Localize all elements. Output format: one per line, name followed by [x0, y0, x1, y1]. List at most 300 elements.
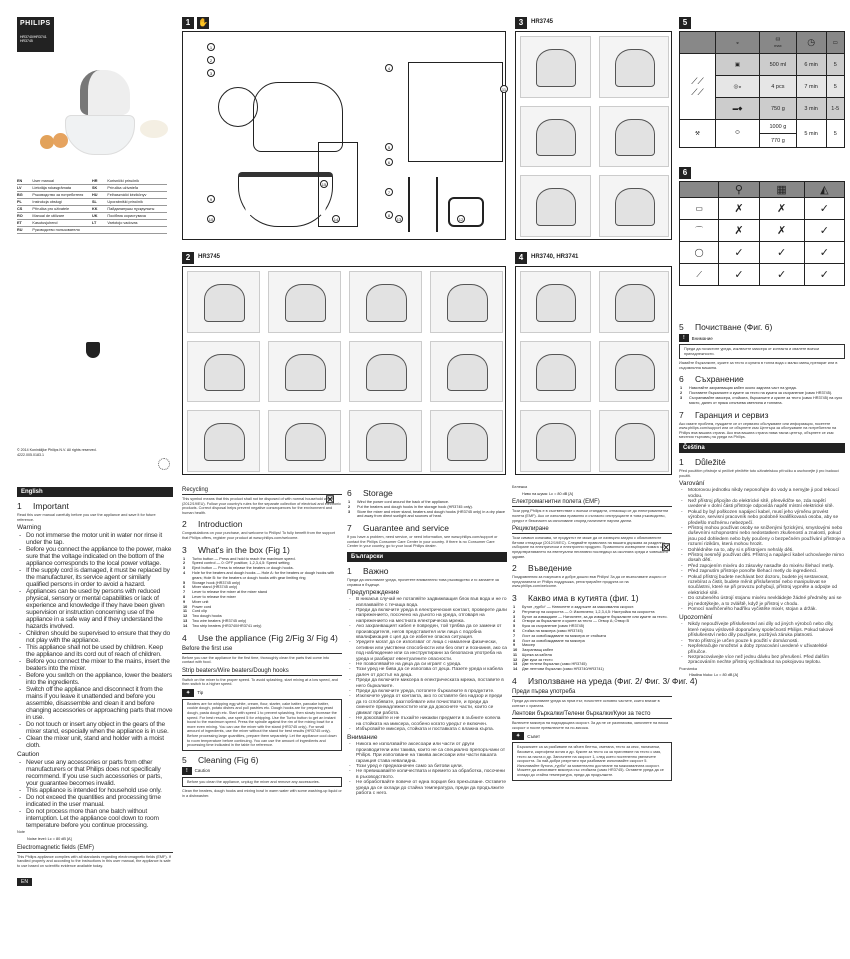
item-number: 2 — [183, 561, 186, 566]
step-illustration — [599, 410, 670, 472]
section-number: 2 — [512, 563, 517, 574]
paragraph: Измийте бъркалките, куките за тесто и купата в топла вода с малко миещ препарат или в съдомиялна машина. — [679, 361, 838, 370]
figure-4-number: 4 — [515, 252, 527, 264]
language-code: RO — [17, 213, 32, 220]
step-illustration — [349, 271, 422, 333]
bullet-item: - Преди да включите уреда, потопете бъркалките в продуктите. — [356, 689, 507, 694]
cleaning-mark: ✓ — [759, 242, 804, 264]
section-title: Почистване (Фиг. 6) — [695, 322, 773, 332]
item-number: 1 — [348, 500, 351, 504]
section-number: 3 — [512, 592, 517, 603]
beaters-icon: ⟋⟋ ⟋⟋ — [680, 54, 716, 120]
cleaning-mark: ✗ — [759, 198, 804, 220]
philips-logo: PHILIPS HR3740/HR3741 HR3745 — [17, 17, 54, 52]
figure-1-number: 1 — [182, 17, 194, 29]
section-heading — [512, 563, 672, 573]
step-illustration — [599, 271, 670, 333]
bullet-item: - Do not immerse the motor unit in water nor rinse it under the tap. — [26, 532, 173, 546]
section-number: 1 — [347, 565, 352, 576]
item-text: Поставете бъркалките и куките за тесто на куката за съхранение (само HR3745). — [689, 391, 833, 396]
cover: PHILIPS HR3740/HR3741 HR3745 EN User manual HR Korisnički priručnik LV Lietotāja rokasgrāmata SK Príručka užívateľa BG Ръководство за потребителя HU Felhasználói kézikönyv PL Instrukcja obsługi SL Uporabniški priročnik CS Příručka pro uživatele KK Пайдаланушы нұсқаулығы RO Manual de utilizare UK Посібник користувача ET Kasutusjuhend LT Vartotojo vadovas RU Руководство пользователя © 2014 Koninklijke Philips N.V. All rights reserved. 4222.005.0183.1 — [0, 0, 176, 480]
bullet-item: - Switch off the appliance and disconnect it from the mains if you leave it unattended and before you assemble, disassemble and clean it and before changing accessories or approaching parts that move in use. — [26, 686, 173, 721]
section-number: 6 — [347, 488, 352, 498]
figure-4-box — [515, 266, 672, 475]
callout-number: 4 — [385, 64, 393, 72]
bullet-item: - Tento přístroj je určen pouze k použití v domácnosti. — [688, 639, 845, 644]
subsection-heading: Strip beaters/Wire beaters/Dough hooks — [182, 668, 342, 676]
bullet-item: - Nezpracovávejte více než jednu dávku bez přerušení. Před dalším zpracováním nechte přístroj vychladnout na pokojovou teplotu. — [688, 655, 845, 666]
section-number: 3 — [182, 544, 187, 555]
bullet-item: - Този уред не бива да се използва от деца. Пазете уреда и кабела далеч от достъп на деца. — [356, 667, 507, 678]
section-number: 7 — [347, 523, 352, 534]
bullet-item: - Този уред е предназначен само за битови цели. — [356, 764, 507, 769]
subheading: Upozornění — [679, 614, 713, 622]
language-name: Príručka užívateľa — [107, 185, 167, 192]
accessory-icon: ⟋ — [680, 264, 719, 286]
section-heading — [182, 633, 342, 643]
step-illustration — [349, 410, 422, 472]
item-number: 5 — [183, 580, 186, 585]
step-illustration — [520, 36, 591, 98]
bullet-item: - Children should be supervised to ensure that they do not play with the appliance. — [26, 630, 173, 644]
section-number: 6 — [679, 374, 684, 385]
bullet-item: - Před zapnutím přístroje ponořte šlehací metly do ingrediencí. — [688, 569, 845, 574]
cleaning-mark: ✓ — [719, 264, 759, 286]
section-heading — [512, 676, 698, 687]
bullet-item: - Pokud přístroj budete nechávat bez dozoru, budete jej sestavovat, rozebírat a čistit, budete měnit příslušenství nebo manipulovat se součástmi, které se při provozu pohybují, přístroj vypněte a odpojte od elektrické sítě. — [688, 575, 845, 597]
bullet-item: - Přístroj nesmějí používat děti. Přístroj a napájecí kabel uchovávejte mimo dosah dětí. — [688, 553, 845, 564]
section-heading — [679, 374, 845, 384]
language-code: SL — [92, 199, 107, 206]
language-name: Руководство пользователя — [32, 227, 92, 234]
language-name: Посібник користувача — [107, 213, 167, 220]
language-section-header: English — [17, 487, 173, 497]
bullet-item: - Никога не използвайте аксесоари или части от други производители или такива, които не са специално препоръчани от Philips. При използване на такива аксесоари или части вашата гаранция става невалидна. — [356, 742, 507, 764]
bullet-item: - Before you connect the mixer to the mains, insert the beaters into the mixer. — [26, 658, 173, 672]
item-number: 11 — [183, 609, 188, 614]
item-text: Регулатор на скоростта — 0: Изключено; 1,2,3,4,5: Настройка на скоростта — [522, 609, 655, 614]
column-english-bulgarian — [347, 484, 507, 796]
language-name: Manual de utilizare — [32, 213, 92, 220]
item-number: 12 — [183, 614, 188, 619]
language-name: Vartotojo vadovas — [107, 220, 167, 227]
callout-number: 9 — [207, 195, 215, 203]
section-number: 1 — [679, 456, 684, 467]
section-title: Използване на уреда (Фиг. 2/ Фиг. 3/ Фиг. 4) — [528, 676, 698, 687]
bullet-item: - В никакъв случай не потапяйте задвижващия блок във вода и не го изплаквайте с течаща вода. — [356, 597, 507, 608]
item-text: Две куки за тесто — [522, 657, 553, 662]
language-name: Uporabniški priročnik — [107, 199, 167, 206]
section-heading — [347, 523, 507, 533]
section-number: 4 — [182, 632, 187, 643]
section-heading — [679, 322, 845, 332]
notice-label: Caution — [194, 768, 211, 774]
language-name: Felhasználói kézikönyv — [107, 192, 167, 199]
item-text: Turbo button — Press and hold to reach the maximum speed. — [192, 556, 296, 561]
figure-4-model: HR3740, HR3741 — [531, 254, 579, 260]
language-code: HR — [92, 178, 107, 185]
step-illustration — [520, 410, 591, 472]
item-text: Стойка на миксера (само HR3745) — [522, 628, 583, 633]
accessory-icon: ⌒ — [680, 220, 719, 242]
notice-text: Преди да почистите уреда, изключете миксера от контакта и свалете всички принадлежности. — [679, 344, 845, 359]
item-number: 14 — [183, 623, 188, 628]
paragraph: Преди да използвате уреда за пръв път, почистете основно частите, които влизат в контакт с храната. — [512, 699, 660, 708]
callout-number: 6 — [385, 158, 393, 166]
column-english-1 — [17, 484, 173, 888]
step-illustration — [268, 341, 341, 403]
processing-table: ◒ ⛁ max ◷ ▭ ⟋⟋ ⟋⟋ ▣ 500 ml 6 min 5 ◎◒ 4 pcs 7 min 5 ▬◆ 750 g 3 min 1-5 ⚒ ⬭ 1000 g 5 min 5 770 g — [679, 31, 845, 148]
bullet-item: - Преди да включите миксера в електрическата мрежа, поставете в него бъркалките. — [356, 678, 507, 689]
item-number: 4 — [513, 619, 516, 624]
step-illustration — [520, 175, 591, 237]
language-code: EN — [17, 178, 32, 185]
item-number: 10 — [183, 604, 188, 609]
subsection-heading: Лентови бъркалки/Телени бъркалки/Куки за тесто — [512, 711, 672, 719]
paragraph: Congratulations on your purchase, and welcome to Philips! To fully benefit from the support that Philips offers, register your product at www.philips.com/welcome. — [182, 531, 335, 540]
item-text: Storage hook (HR3745 only) — [192, 580, 241, 585]
step-illustration — [599, 106, 670, 168]
notice-header — [679, 334, 845, 342]
numbered-item — [513, 667, 672, 672]
section-title: Важно — [363, 565, 389, 576]
language-name: User manual — [32, 178, 92, 185]
bullet-item: - Изключете уреда от контакта, ако го оставяте без надзор и преди да го сглобявате, разглобявате или почиствате, и преди да смените принадлежностите или да докоснете части, които се движат при работа. — [356, 694, 507, 716]
numbered-item — [522, 492, 672, 497]
callout-number: 14 — [333, 217, 339, 222]
column-english-2 — [182, 484, 342, 801]
dishwasher-icon: ▦ — [759, 182, 804, 198]
notice-text: Бъркалките са за разбиване на яйчен белтък, сметана, тесто за кекс, палачинки, бисквити, картофени ястия и др. Куките за тесто са за приготвяне на тесто с мая, тесто за паста и др. Започнете на скорост 1, след което постепенно увеличете скоростта. За най-добри резултати при разбиване използвайте скорост 5. Използвайте бутона „турбо“ за моментално достигане на максималната скорост. Можете да използвате миксера със стойката (само HR3745). Оставете уреда да се охлади до стайна температура, преди да продължите. — [512, 742, 672, 780]
numbered-item — [27, 837, 173, 842]
item-text: Hladina hluku: Lc = 80 dB [A] — [689, 673, 739, 678]
item-number: 3 — [513, 614, 516, 619]
paragraph: Poznámka — [679, 666, 697, 671]
figure-5-number: 5 — [679, 17, 691, 29]
paragraph: Включете миксера на подходящата скорост. За да не се разплисква, започнете на ниска скорост и после превключете на по-висока. — [512, 721, 669, 730]
item-text: Бутон за изваждане — Натиснете, за да извадите бъркалките или куките за тесто. — [522, 614, 668, 619]
item-text: Mixer stand (HR3745 only) — [192, 585, 238, 590]
section-title: Use the appliance (Fig 2/Fig 3/ Fig 4) — [198, 632, 338, 643]
language-name: Lietotāja rokasgrāmata — [32, 185, 92, 192]
language-name — [107, 227, 167, 234]
item-text: Lever to release the mixer at the mixer stand — [192, 590, 268, 595]
crossed-bin-icon: ⊠ — [661, 540, 672, 554]
item-text: Лост за освобождаване на миксера от стойката — [522, 633, 606, 638]
language-name: Kasutusjuhend — [32, 220, 92, 227]
step-illustration — [349, 341, 422, 403]
section-heading — [679, 457, 845, 467]
language-code: LV — [17, 185, 32, 192]
section-title: Cleaning (Fig 6) — [198, 754, 259, 765]
item-number: 3 — [183, 566, 186, 571]
callout-number: 8 — [385, 211, 393, 219]
timer-icon: ◷ — [796, 32, 826, 54]
bullet-item: - Не превишавайте количествата и времето за обработка, посочени в ръководството. — [356, 769, 507, 780]
paragraph: Note — [17, 830, 26, 835]
callout-number: 12 — [458, 217, 464, 222]
tap-icon: ⚲ — [719, 182, 759, 198]
dough-hooks-icon: ⚒ — [680, 120, 716, 148]
step-illustration — [187, 271, 260, 333]
blank-cell — [680, 182, 719, 198]
bullet-item: - Не обработвайте повече от една порция без прекъсване. Оставете уреда да се охлади до стайна температура, преди да продължите работа с него. — [356, 780, 507, 796]
figure-3-model: HR3745 — [531, 19, 554, 25]
section-title: Какво има в кутията (фиг. 1) — [528, 592, 639, 603]
section-heading — [347, 488, 507, 498]
subsection-heading: Преди първа употреба — [512, 689, 672, 697]
figure-1-callouts — [195, 40, 507, 240]
callout-number: 10 — [208, 217, 214, 222]
item-text: Съхранявайте миксера, стойката, бъркалките и куките за тесто (само HR3745) на сухо място, далеч от пряка слънчева светлина и топлина. — [689, 395, 843, 405]
paragraph: Switch on the mixer to the proper speed. To avoid splashing, start mixing at a low speed, and then switch to a higher speed. — [182, 677, 338, 687]
item-number: 8 — [513, 638, 516, 643]
callout-number: 3 — [207, 69, 215, 77]
paragraph: Преди да използвате уреда, прочетете внимателно това ръководство и го запазете за справка в бъдеще. — [347, 577, 499, 587]
bullet-item: - Než přístroj připojíte do elektrické sítě, přesvědčte se, zda napětí uvedené v dolní části přístroje odpovídá napětí místní elektrické sítě. — [688, 499, 845, 510]
item-number: 14 — [513, 667, 518, 672]
step-illustration — [430, 341, 503, 403]
bullet-item: - Избърсвайте миксера, стойката и поставката с влажна кърпа. — [356, 727, 507, 732]
step-illustration — [520, 341, 591, 403]
language-code: LT — [92, 220, 107, 227]
accessory-icon: ▭ — [680, 198, 719, 220]
notice-text: Before you clean the appliance, unplug the mixer and remove any accessories. — [182, 777, 342, 788]
section-title: Съхранение — [695, 374, 744, 385]
language-section-header: Čeština — [679, 443, 845, 453]
item-text: Two wire beaters (HR3745 only) — [192, 618, 247, 623]
section-title: Introduction — [198, 519, 243, 530]
bullet-item: - If the supply cord is damaged, it must be replaced by the manufacturer, its service agent or similarly qualified persons in order to avoid a hazard. — [26, 567, 173, 588]
numbered-item — [680, 395, 845, 406]
bullet-item: - Motorovou jednotku nikdy neponořujte do vody a nemyjte ji pod tekoucí vodou. — [688, 488, 845, 499]
numbered-item — [348, 509, 507, 520]
paragraph: Před použitím přístroje si pečlivě přečtěte tuto uživatelskou příručku a uschovejte ji pro budoucí použití. — [679, 468, 839, 478]
step-illustration — [520, 106, 591, 168]
item-text: Ниво на шума: Lc = 80 dB [A] — [522, 491, 573, 496]
language-name: Пайдаланушы нұсқаулығы — [107, 206, 167, 213]
figure-6-number: 6 — [679, 167, 691, 179]
item-number: 1 — [680, 386, 683, 391]
bullet-item: - Pomocí navlhčeného hadříku vyčistěte mixér, stojan a držák. — [688, 607, 845, 612]
bullet-item: - This appliance shall not be used by children. Keep the appliance and its cord out of reach of children. — [26, 644, 173, 658]
bullet-item: - Never use any accessories or parts from other manufacturers or that Philips does not specifically recommend. If you use such accessories or parts, your guarantee becomes invalid. — [26, 759, 173, 787]
subheading: Varování — [679, 480, 705, 488]
section-title: Important — [33, 501, 69, 511]
section-heading — [17, 501, 173, 511]
item-text: Mixer unit — [192, 599, 209, 604]
paragraph: This symbol means that this product shall not be disposed of with normal household waste (2012/19/EU). Follow your country's rules for the separate collection of electrical and electronic products. Correct disposal helps prevent negative consequences for the environment and human health. — [182, 497, 342, 515]
subsection-heading: Електромагнитни полета (EMF) — [512, 499, 672, 507]
cleaning-mark: ✓ — [804, 198, 844, 220]
step-illustration — [268, 271, 341, 333]
item-text: Бутон „турбо“ — Натиснете и задръжте за максимална скорост. — [522, 604, 635, 609]
bullet-item: - Преди да включите уреда в електрическия контакт, проверете дали напрежението, посочено на дъното на уреда, отговаря на напрежението на местната електрическа мрежа. — [356, 608, 507, 624]
detergent-icon: ◭ — [804, 182, 844, 198]
subheading: Caution — [17, 751, 40, 759]
bullet-item: - Do not process more than one batch without interruption. Let the appliance cool down to room temperature before you continue processing. — [26, 808, 173, 829]
language-list — [17, 178, 167, 234]
language-code: SK — [92, 185, 107, 192]
step-illustration — [520, 271, 591, 333]
item-text: Lever to release the mixer — [192, 594, 236, 599]
item-text: Захранващ кабел — [522, 648, 554, 653]
step-illustration — [430, 271, 503, 333]
item-number: 2 — [348, 504, 351, 509]
figure-3-number: 3 — [515, 17, 527, 29]
figure-2-box — [182, 266, 506, 475]
callout-number: 7 — [385, 188, 393, 196]
bullet-item: - Before you switch on the appliance, lower the beaters into the ingredients. — [26, 672, 173, 686]
max-quantity-icon: ⛁ — [775, 36, 781, 43]
item-text: Two strip beaters (HR3740/HR3741 only) — [192, 623, 262, 628]
step-illustration — [599, 36, 670, 98]
item-text: Щипка за кабела — [522, 652, 552, 657]
section-heading — [182, 545, 342, 555]
tip-icon: ✦ — [182, 689, 194, 697]
section-title: What's in the box (Fig 1) — [198, 544, 290, 555]
figure-3-box — [515, 31, 672, 240]
bullet-item: - Nikdy nepoužívejte příslušenství ani díly od jiných výrobců nebo díly, které nejsou výslovně doporučeny společností Philips. Pokud takové příslušenství nebo díly použijete, pozbývá záruka platnosti. — [688, 622, 845, 638]
item-text: Two dough hooks — [192, 614, 222, 619]
notice-label: Tip — [197, 690, 204, 696]
cake-icon: ▬◆ — [716, 98, 760, 120]
cleaning-mark: ✓ — [759, 264, 804, 286]
notice-header — [512, 732, 672, 740]
item-number: 8 — [183, 594, 186, 599]
section-number: 1 — [17, 501, 22, 511]
numbered-item — [183, 570, 342, 581]
cream-icon: ▣ — [716, 54, 760, 76]
item-number: 10 — [513, 648, 518, 653]
step-illustration — [268, 410, 341, 472]
cleaning-mark: ✓ — [719, 242, 759, 264]
subsection-heading: Electromagnetic fields (EMF) — [17, 845, 173, 853]
section-number: 7 — [679, 409, 684, 420]
figure-2-number: 2 — [182, 252, 194, 264]
item-text: Eject button — Press to release the beaters or dough hooks. — [192, 566, 294, 571]
subsection-heading: Рециклиране — [512, 526, 672, 534]
callout-number: 5 — [385, 143, 393, 151]
section-heading — [182, 755, 342, 765]
bullet-item: - Nepřekračujte množství a doby zpracování uvedené v uživatelské příručce. — [688, 644, 845, 655]
paragraph: Before you use the appliance for the first time, thoroughly clean the parts that come into contact with food. — [182, 655, 330, 665]
section-number: 5 — [182, 754, 187, 765]
language-name: Korisnički priručnik — [107, 178, 167, 185]
item-number: 12 — [513, 657, 518, 662]
item-number: 4 — [183, 570, 186, 575]
section-title: Storage — [363, 488, 393, 498]
figure-2-model: HR3745 — [198, 254, 221, 260]
step-illustration — [599, 175, 670, 237]
bullet-item: - Appliances can be used by persons with reduced physical, sensory or mental capabilities or lack of experience and knowledge if they have been given supervision or instruction concerning use of the appliance in a safe way and if they understand the hazards involved. — [26, 588, 173, 630]
item-number: 3 — [348, 509, 351, 514]
section-title: Въведение — [528, 563, 572, 574]
section-heading — [679, 410, 845, 420]
notice-label: Съвет — [527, 733, 541, 739]
item-number: 9 — [513, 643, 516, 648]
item-number: 6 — [183, 585, 186, 590]
bullet-item: - Pokud by byl poškozen napájecí kabel, musí jeho výměnu provést výrobce, servisní pracovník nebo podobně kvalifikovaná osoba, aby se předešlo možnému nebezpečí. — [688, 510, 845, 526]
column-bulgarian-czech — [679, 318, 845, 678]
cleaning-table — [679, 181, 845, 286]
cleaning-mark: ✗ — [719, 220, 759, 242]
paragraph: Този символ означава, че продуктът не може да се изхвърля заедно с обикновените битови отпадъци (2012/19/ЕС). Следвайте правилата на вашата държава за разделно събиране на електрически и електронни продукти. Правилното изхвърляне помага за предотвратяването на евентуални негативни последици за околната среда и човешкото здраве. — [512, 536, 668, 559]
item-text: Noise level: Lc = 80 dB [A] — [27, 836, 72, 841]
cleaning-mark: ✗ — [759, 220, 804, 242]
paragraph: Read this user manual carefully before you use the appliance and save it for future reference. — [17, 513, 156, 522]
subheading: Warning — [17, 524, 41, 532]
section-number: 5 — [679, 322, 684, 332]
item-number: 11 — [513, 652, 518, 657]
eggs-icon: ◎◒ — [716, 76, 760, 98]
section-heading — [512, 593, 672, 603]
item-number: 7 — [183, 590, 186, 595]
language-name: Instrukcja obsługi — [32, 199, 92, 206]
item-text: Put the beaters and dough hooks in the storage hook (HR3745 only). — [357, 504, 473, 509]
step-illustration — [187, 410, 260, 472]
notice-header — [182, 689, 342, 697]
item-number: 7 — [513, 633, 516, 638]
item-number: 9 — [183, 599, 186, 604]
subheading: Предупреждение — [347, 589, 400, 597]
callout-number: 2 — [207, 56, 215, 64]
item-text: Store the mixer and mixer stand, beaters and dough hooks (HR3745 only) in a dry place and away from direct sunlight and sources of heat. — [357, 509, 505, 519]
item-number: 13 — [183, 618, 188, 623]
bowl-icon: ◒ — [716, 32, 760, 54]
item-number: 2 — [680, 391, 683, 396]
subsection-heading: Before the first use — [182, 646, 342, 654]
item-text: Две телени бъркалки (само HR3745) — [522, 662, 587, 667]
item-number: 2 — [513, 609, 516, 614]
item-text: Лост за освобождаване на миксера — [522, 638, 585, 643]
notice-header — [182, 767, 342, 775]
language-code: CS — [17, 206, 32, 213]
item-text: Wind the power cord around the back of the appliance. — [357, 500, 450, 504]
notice-label: Внимание — [691, 335, 713, 341]
item-text: Две лентови бъркалки (само HR3740/HR3741) — [522, 667, 604, 672]
language-code — [92, 227, 107, 234]
paragraph: Поздравления за покупката и добре дошли във Philips! За да се възползвате изцяло от предлаганата от Philips поддръжка, регистрирайте продукта си на www.philips.com/welcome. — [512, 575, 667, 589]
numbered-item — [689, 673, 845, 678]
item-number: 1 — [183, 556, 186, 561]
callout-number: 11 — [501, 87, 507, 92]
callout-number: 13 — [396, 217, 402, 222]
bullet-item: - Before you connect the appliance to the power, make sure that the voltage indicated on the bottom of the appliance corresponds to the local power voltage. — [26, 546, 173, 567]
item-number: 5 — [513, 624, 516, 629]
language-name: Ръководство за потребителя — [32, 192, 92, 199]
caution-icon: ! — [679, 334, 689, 342]
language-code: RU — [17, 227, 32, 234]
language-code: KK — [92, 206, 107, 213]
item-text: Кука за съхранение (само HR3745) — [522, 624, 585, 629]
section-heading — [182, 519, 342, 529]
paragraph: Бележка — [512, 485, 528, 489]
bullet-item: - Do not exceed the quantities and processing time indicated in the user manual. — [26, 794, 173, 808]
paragraph: Този уред Philips е в съответствие с всички стандарти, отнасящи се до електромагнитни полета (EMF). Ако се използва правилно и съгласно инструкциите в това ръководство, уредът е безопасен за използване според наличните научни данни. — [512, 509, 669, 523]
item-number: 6 — [513, 628, 516, 633]
philips-shield-logo — [86, 342, 100, 358]
subsection-heading: Recycling — [182, 487, 342, 495]
item-number: 13 — [513, 662, 518, 667]
callout-number: 1 — [207, 43, 215, 51]
step-illustration — [430, 410, 503, 472]
tip-icon: ✦ — [512, 732, 524, 740]
bullet-item: - Clean the mixer unit, stand and holder with a moist cloth. — [26, 735, 173, 749]
item-number: 1 — [513, 604, 516, 609]
subheading: Внимание — [347, 734, 378, 742]
numbered-item — [183, 623, 342, 629]
